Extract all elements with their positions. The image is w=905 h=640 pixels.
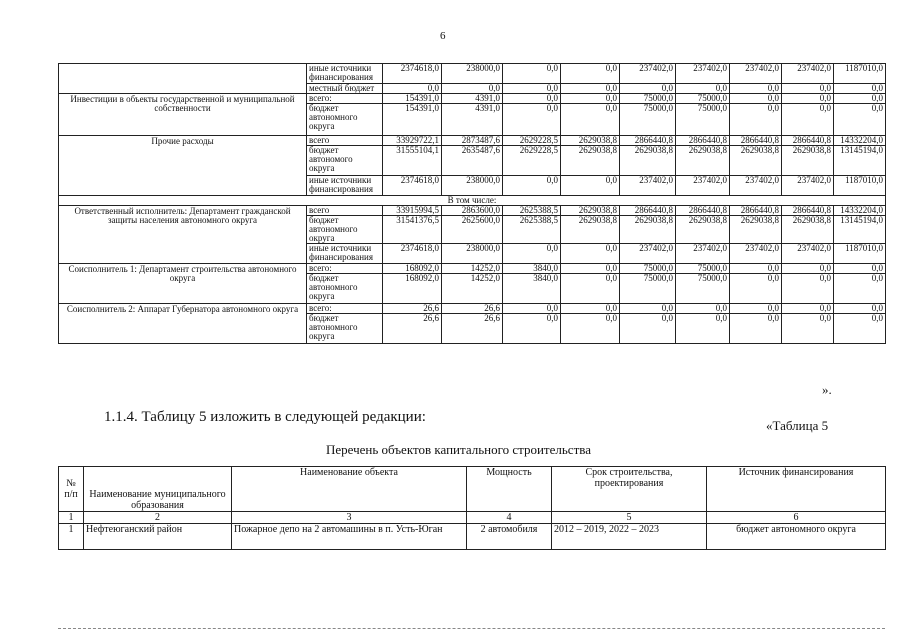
instruction-text: 1.1.4. Таблицу 5 изложить в следующей редакции:: [104, 409, 426, 425]
amount-cell: 2629038,8: [561, 216, 620, 244]
table-row: [59, 136, 886, 146]
t2-header-cell: Мощность: [467, 467, 552, 512]
table-row: [59, 94, 886, 104]
funding-source: бюджет автономого округа: [307, 146, 383, 176]
row-group-label: Ответственный исполнитель: Департамент гражданской защиты населения автономного округа: [59, 206, 307, 264]
amount-cell: 0,0: [834, 274, 886, 304]
amount-cell: 2629038,8: [620, 216, 676, 244]
amount-cell: 3840,0: [503, 264, 561, 274]
amount-cell: 2866440,8: [782, 136, 834, 146]
amount-cell: 0,0: [730, 314, 782, 344]
amount-cell: 2625388,5: [503, 206, 561, 216]
amount-cell: 0,0: [383, 84, 442, 94]
t2-header-cell: Наименование муниципального образования: [84, 467, 232, 512]
amount-cell: 237402,0: [730, 176, 782, 196]
amount-cell: 31555104,1: [383, 146, 442, 176]
amount-cell: 0,0: [782, 94, 834, 104]
amount-cell: 238000,0: [442, 64, 503, 84]
funding-source: местный бюджет: [307, 84, 383, 94]
funding-source: всего: [307, 206, 383, 216]
capital-objects-table: [58, 466, 886, 550]
amount-cell: 2629228,5: [503, 146, 561, 176]
amount-cell: 2374618,0: [383, 176, 442, 196]
amount-cell: 237402,0: [782, 244, 834, 264]
funding-source: всего:: [307, 94, 383, 104]
amount-cell: 0,0: [834, 104, 886, 136]
amount-cell: 2374618,0: [383, 244, 442, 264]
amount-cell: 168092,0: [383, 264, 442, 274]
amount-cell: 2863600,0: [442, 206, 503, 216]
amount-cell: 238000,0: [442, 244, 503, 264]
amount-cell: 2374618,0: [383, 64, 442, 84]
amount-cell: 2625388,5: [503, 216, 561, 244]
amount-cell: 237402,0: [676, 244, 730, 264]
funding-source: всего:: [307, 304, 383, 314]
t2-header-cell: Срок строительства, проектирования: [552, 467, 707, 512]
amount-cell: 0,0: [561, 314, 620, 344]
amount-cell: 237402,0: [730, 64, 782, 84]
amount-cell: 0,0: [620, 314, 676, 344]
amount-cell: 2629228,5: [503, 136, 561, 146]
row-group-label: Соисполнитель 2: Аппарат Губернатора автономного округа: [59, 304, 307, 344]
amount-cell: 0,0: [834, 84, 886, 94]
t2-cell: Пожарное депо на 2 автомашины в п. Усть-Юган: [232, 524, 467, 550]
amount-cell: 0,0: [782, 104, 834, 136]
t2-cell: Нефтеюганский район: [84, 524, 232, 550]
amount-cell: 168092,0: [383, 274, 442, 304]
t2-colnum: 2: [84, 512, 232, 524]
amount-cell: 75000,0: [620, 94, 676, 104]
amount-cell: 0,0: [561, 94, 620, 104]
amount-cell: 0,0: [782, 274, 834, 304]
amount-cell: 33915994,5: [383, 206, 442, 216]
t2-colnum: 4: [467, 512, 552, 524]
amount-cell: 0,0: [676, 84, 730, 94]
amount-cell: 0,0: [561, 176, 620, 196]
amount-cell: 2629038,8: [561, 146, 620, 176]
amount-cell: 0,0: [620, 84, 676, 94]
amount-cell: 237402,0: [782, 176, 834, 196]
amount-cell: 2629038,8: [730, 216, 782, 244]
t2-colnum: 5: [552, 512, 707, 524]
scan-edge-line: [58, 628, 885, 629]
amount-cell: 2866440,8: [676, 206, 730, 216]
amount-cell: 0,0: [503, 304, 561, 314]
t2-colnum: 6: [707, 512, 886, 524]
amount-cell: 0,0: [730, 84, 782, 94]
amount-cell: 237402,0: [620, 64, 676, 84]
page-number: 6: [440, 30, 446, 42]
in-total-row: [59, 196, 886, 206]
amount-cell: 0,0: [503, 94, 561, 104]
amount-cell: 0,0: [782, 84, 834, 94]
amount-cell: 0,0: [503, 244, 561, 264]
amount-cell: 237402,0: [676, 64, 730, 84]
amount-cell: 2866440,8: [730, 206, 782, 216]
amount-cell: 75000,0: [620, 104, 676, 136]
amount-cell: 2866440,8: [620, 206, 676, 216]
amount-cell: 26,6: [383, 304, 442, 314]
amount-cell: 2866440,8: [782, 206, 834, 216]
amount-cell: 2625600,0: [442, 216, 503, 244]
t2-header-cell: Наименование объекта: [232, 467, 467, 512]
table-row: [59, 206, 886, 216]
amount-cell: 2866440,8: [620, 136, 676, 146]
t2-cell: 2 автомобиля: [467, 524, 552, 550]
amount-cell: 75000,0: [676, 104, 730, 136]
amount-cell: 2866440,8: [730, 136, 782, 146]
amount-cell: 2629038,8: [676, 146, 730, 176]
amount-cell: 75000,0: [676, 274, 730, 304]
amount-cell: 26,6: [383, 314, 442, 344]
t2-colnum: 1: [59, 512, 84, 524]
amount-cell: 1187010,0: [834, 176, 886, 196]
amount-cell: 2866440,8: [676, 136, 730, 146]
financing-table: [58, 63, 886, 344]
amount-cell: 3840,0: [503, 274, 561, 304]
amount-cell: 0,0: [561, 64, 620, 84]
amount-cell: 237402,0: [620, 244, 676, 264]
amount-cell: 2629038,8: [620, 146, 676, 176]
funding-source: бюджет автономного округа: [307, 274, 383, 304]
table5-label: «Таблица 5: [766, 418, 829, 433]
amount-cell: 2629038,8: [676, 216, 730, 244]
amount-cell: 2629038,8: [561, 136, 620, 146]
amount-cell: 238000,0: [442, 176, 503, 196]
amount-cell: 0,0: [561, 304, 620, 314]
closing-quote: ».: [822, 382, 832, 397]
row-group-label: [59, 64, 307, 94]
amount-cell: 0,0: [782, 264, 834, 274]
amount-cell: 2629038,8: [782, 146, 834, 176]
amount-cell: 14252,0: [442, 274, 503, 304]
amount-cell: 0,0: [561, 84, 620, 94]
amount-cell: 75000,0: [676, 264, 730, 274]
amount-cell: 237402,0: [782, 64, 834, 84]
amount-cell: 237402,0: [676, 176, 730, 196]
t2-colnum-row: [59, 512, 886, 524]
funding-source: всего: [307, 136, 383, 146]
amount-cell: 1187010,0: [834, 244, 886, 264]
amount-cell: 0,0: [676, 304, 730, 314]
funding-source: бюджет автономного округа: [307, 216, 383, 244]
amount-cell: 0,0: [503, 84, 561, 94]
amount-cell: 0,0: [561, 104, 620, 136]
row-group-label: Соисполнитель 1: Департамент строительства автономного округа: [59, 264, 307, 304]
amount-cell: 0,0: [561, 264, 620, 274]
t2-cell: бюджет автономного округа: [707, 524, 886, 550]
amount-cell: 26,6: [442, 314, 503, 344]
amount-cell: 0,0: [561, 274, 620, 304]
amount-cell: 14252,0: [442, 264, 503, 274]
amount-cell: 0,0: [503, 314, 561, 344]
amount-cell: 0,0: [782, 314, 834, 344]
t2-header-cell: Источник финансирования: [707, 467, 886, 512]
row-group-label: Прочие расходы: [59, 136, 307, 196]
table-row: [59, 264, 886, 274]
amount-cell: 0,0: [620, 304, 676, 314]
amount-cell: 237402,0: [620, 176, 676, 196]
amount-cell: 0,0: [503, 64, 561, 84]
amount-cell: 75000,0: [620, 264, 676, 274]
amount-cell: 13145194,0: [834, 146, 886, 176]
t2-cell: 1: [59, 524, 84, 550]
amount-cell: 2635487,6: [442, 146, 503, 176]
t2-cell: 2012 – 2019, 2022 – 2023: [552, 524, 707, 550]
row-group-label: Инвестиции в объекты государственной и муниципальной собственности: [59, 94, 307, 136]
amount-cell: 0,0: [782, 304, 834, 314]
amount-cell: 0,0: [730, 104, 782, 136]
amount-cell: 31541376,5: [383, 216, 442, 244]
amount-cell: 0,0: [730, 94, 782, 104]
amount-cell: 4391,0: [442, 104, 503, 136]
amount-cell: 0,0: [730, 274, 782, 304]
amount-cell: 4391,0: [442, 94, 503, 104]
amount-cell: 0,0: [730, 304, 782, 314]
amount-cell: 1187010,0: [834, 64, 886, 84]
amount-cell: 75000,0: [620, 274, 676, 304]
funding-source: бюджет автономного округа: [307, 104, 383, 136]
in-total-label: В том числе:: [59, 196, 886, 206]
amount-cell: 14332204,0: [834, 206, 886, 216]
table-row: [59, 304, 886, 314]
amount-cell: 0,0: [503, 176, 561, 196]
funding-source: иные источники финансирования: [307, 244, 383, 264]
amount-cell: 0,0: [730, 264, 782, 274]
funding-source: всего:: [307, 264, 383, 274]
t2-header-row: [59, 467, 886, 512]
amount-cell: 0,0: [834, 94, 886, 104]
t2-header-cell: № п/п: [59, 467, 84, 512]
amount-cell: 2629038,8: [782, 216, 834, 244]
amount-cell: 237402,0: [730, 244, 782, 264]
amount-cell: 154391,0: [383, 104, 442, 136]
amount-cell: 33929722,1: [383, 136, 442, 146]
amount-cell: 0,0: [676, 314, 730, 344]
amount-cell: 26,6: [442, 304, 503, 314]
amount-cell: 2629038,8: [730, 146, 782, 176]
amount-cell: 0,0: [834, 264, 886, 274]
amount-cell: 0,0: [834, 304, 886, 314]
amount-cell: 75000,0: [676, 94, 730, 104]
amount-cell: 0,0: [442, 84, 503, 94]
amount-cell: 154391,0: [383, 94, 442, 104]
amount-cell: 0,0: [503, 104, 561, 136]
amount-cell: 2629038,8: [561, 206, 620, 216]
amount-cell: 0,0: [834, 314, 886, 344]
amount-cell: 13145194,0: [834, 216, 886, 244]
amount-cell: 2873487,6: [442, 136, 503, 146]
t2-colnum: 3: [232, 512, 467, 524]
amount-cell: 14332204,0: [834, 136, 886, 146]
funding-source: иные источники финансирования: [307, 64, 383, 84]
funding-source: бюджет автономного округа: [307, 314, 383, 344]
table5-title: Перечень объектов капитального строительства: [326, 442, 591, 457]
table-row: [59, 64, 886, 84]
amount-cell: 0,0: [561, 244, 620, 264]
t2-data-row: [59, 524, 886, 550]
funding-source: иные источники финансирования: [307, 176, 383, 196]
